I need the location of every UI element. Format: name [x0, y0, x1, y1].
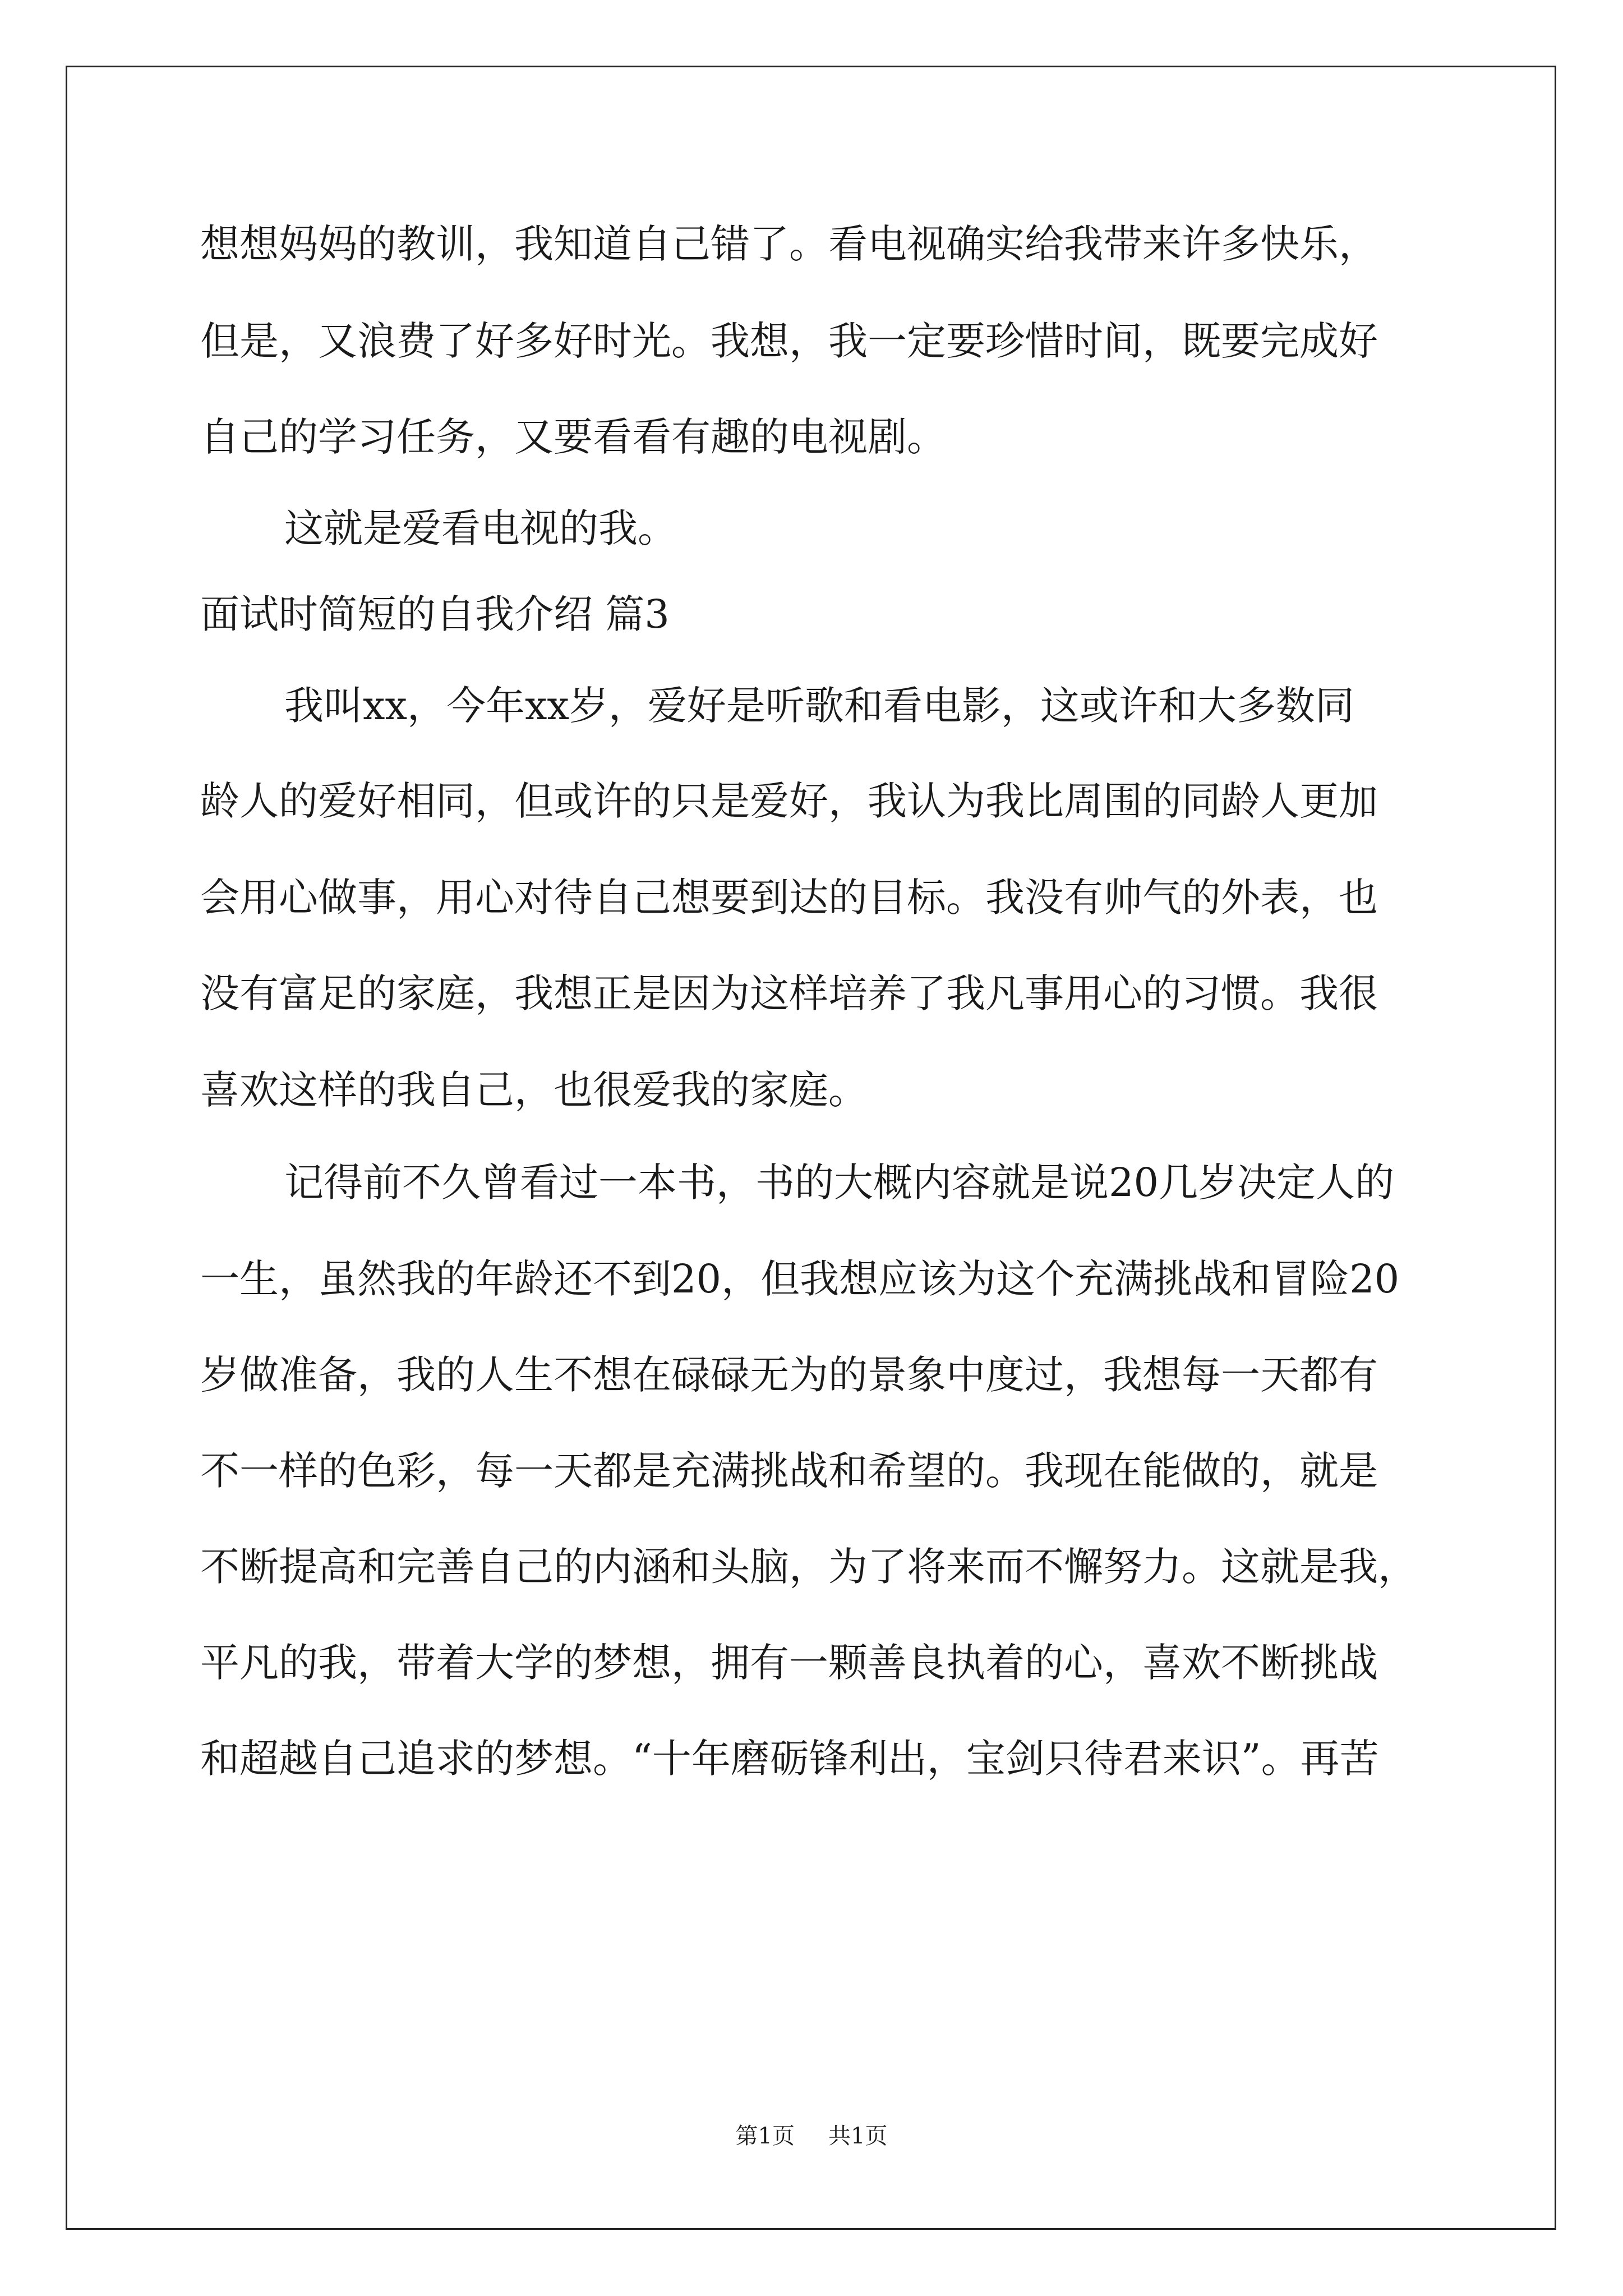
page-number: 第1页	[735, 2123, 795, 2149]
page-footer	[0, 2125, 1623, 2147]
text-line: 龄人的爱好相同，但或许的只是爱好，我认为我比周围的同龄人更加	[200, 778, 1378, 824]
text-line: 没有富足的家庭，我想正是因为这样培养了我凡事用心的习惯。我很	[200, 970, 1378, 1016]
text-line: 这就是爱看电视的我。	[284, 505, 677, 551]
text-line: 一生，虽然我的年龄还不到20，但我想应该为这个充满挑战和冒险20	[200, 1256, 1400, 1302]
text-line: 自己的学习任务，又要看看有趣的电视剧。	[200, 414, 946, 460]
text-line: 记得前不久曾看过一本书，书的大概内容就是说20几岁决定人的	[284, 1159, 1395, 1205]
text-line: 但是，又浪费了好多好时光。我想，我一定要珍惜时间，既要完成好	[200, 318, 1378, 364]
text-line: 喜欢这样的我自己，也很爱我的家庭。	[200, 1067, 868, 1113]
text-line: 和超越自己追求的梦想。“十年磨砺锋利出，宝剑只待君来识”。再苦	[200, 1736, 1379, 1782]
section-heading: 面试时简短的自我介绍 篇3	[200, 591, 670, 637]
text-line: 平凡的我，带着大学的梦想，拥有一颗善良执着的心，喜欢不断挑战	[200, 1640, 1378, 1686]
text-line: 我叫xx，今年xx岁，爱好是听歌和看电影，这或许和大多数同	[284, 683, 1354, 729]
text-line: 不一样的色彩，每一天都是充满挑战和希望的。我现在能做的，就是	[200, 1448, 1378, 1494]
text-line: 会用心做事，用心对待自己想要到达的目标。我没有帅气的外表，也	[200, 875, 1378, 921]
page-border	[66, 66, 1556, 2230]
text-line: 想想妈妈的教训，我知道自己错了。看电视确实给我带来许多快乐，	[200, 221, 1378, 267]
text-line: 不断提高和完善自己的内涵和头脑，为了将来而不懈努力。这就是我，	[200, 1544, 1417, 1590]
text-line: 岁做准备，我的人生不想在碌碌无为的景象中度过，我想每一天都有	[200, 1352, 1378, 1398]
page-total: 共1页	[828, 2123, 888, 2149]
